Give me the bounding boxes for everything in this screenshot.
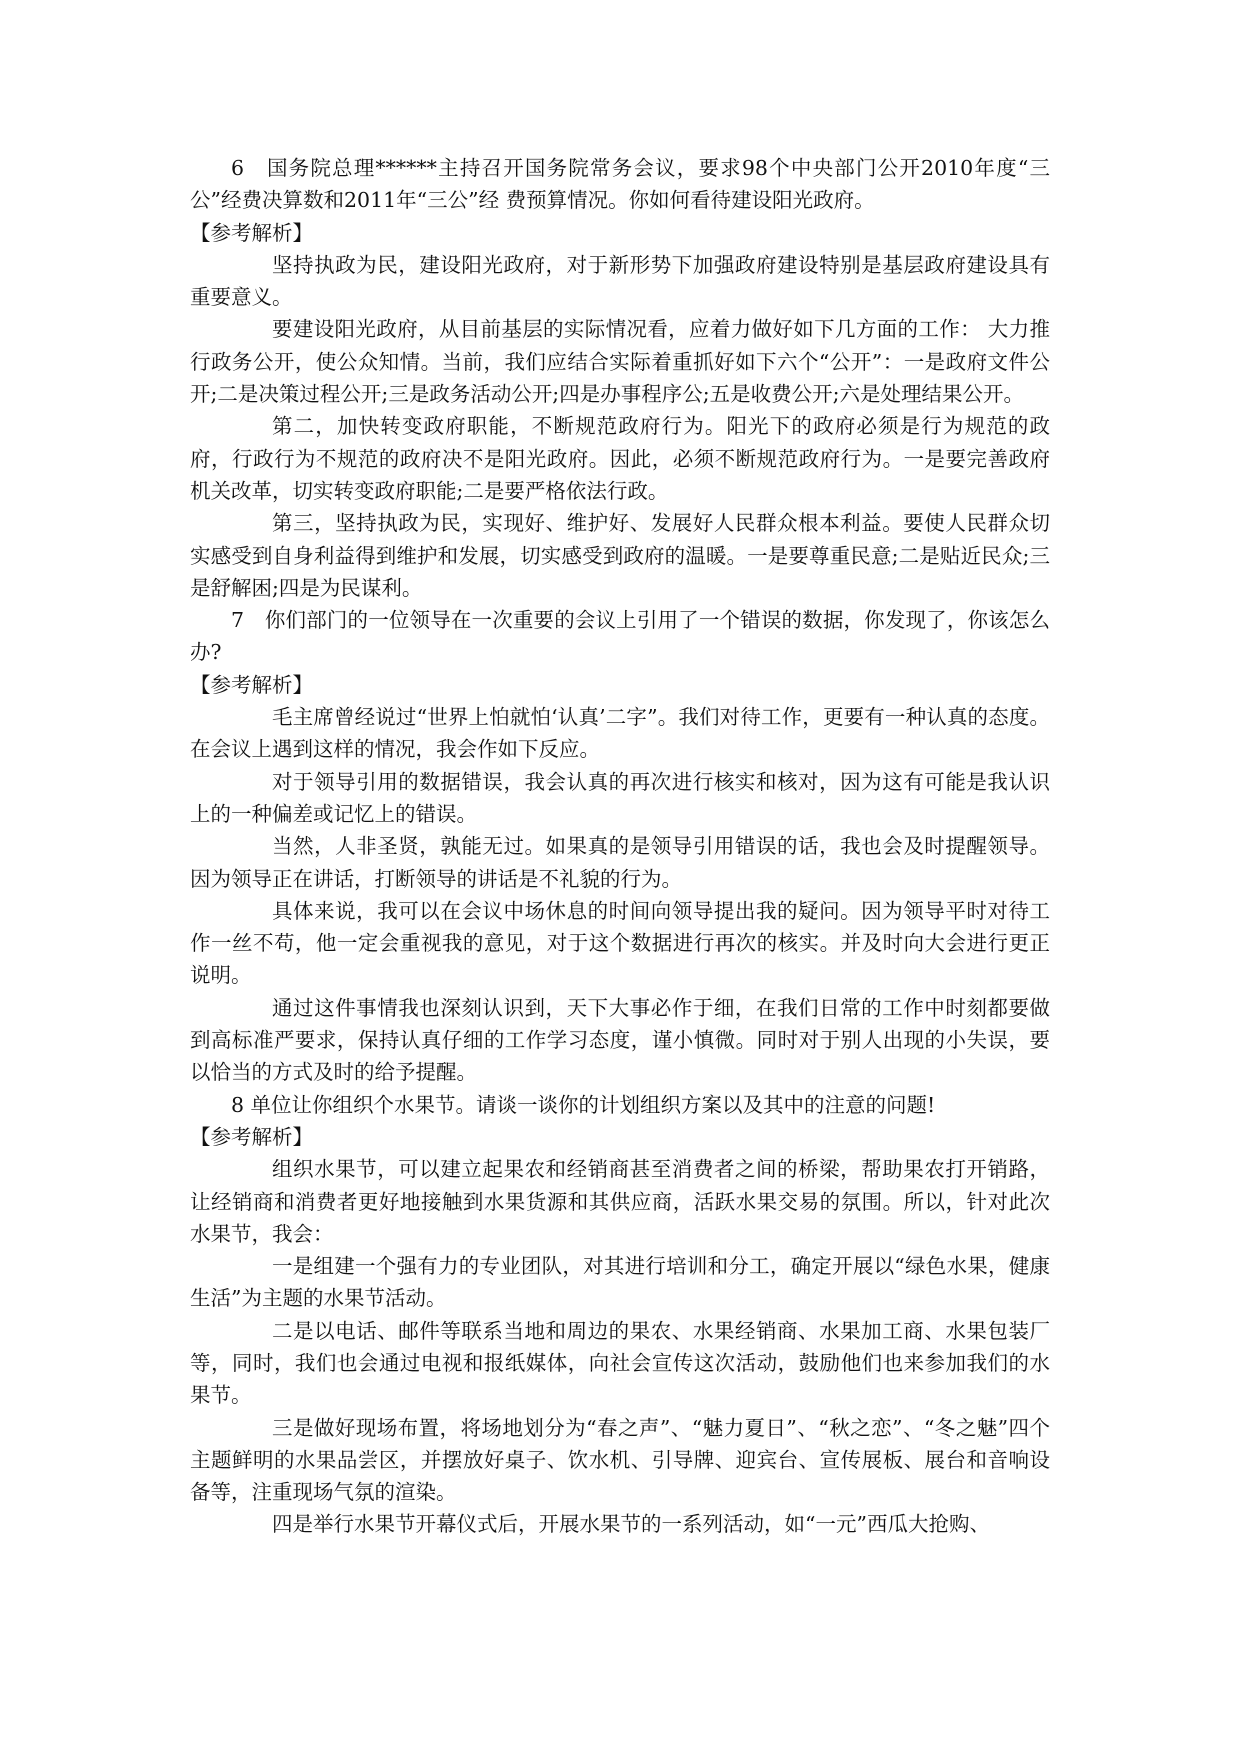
- question-7: 7 你们部门的一位领导在一次重要的会议上引用了一个错误的数据，你发现了，你该怎么办?: [190, 608, 1050, 665]
- answer-paragraph: 四是举行水果节开幕仪式后，开展水果节的一系列活动，如“一元”西瓜大抢购、: [272, 1512, 990, 1537]
- answer-paragraph: 要建设阳光政府，从目前基层的实际情况看，应着力做好如下几方面的工作： 大力推行政务公开，使公众知情。当前，我们应结合实际着重抓好如下六个“公开”：一是政府文件公开;二是决策过程公开;三是政务活动公开;四是办事程序公;五是收费公开;六是处理结果公开。: [190, 317, 1050, 407]
- question-8: 8 单位让你组织个水果节。请谈一谈你的计划组织方案以及其中的注意的问题!: [231, 1092, 936, 1117]
- answer-paragraph: 三是做好现场布置，将场地划分为“春之声”、“魅力夏日”、“秋之恋”、“冬之魅”四个主题鲜明的水果品尝区，并摆放好桌子、饮水机、引导牌、迎宾台、宣传展板、展台和音响设备等，注重现场气氛的渲染。: [190, 1415, 1050, 1505]
- answer-paragraph: 对于领导引用的数据错误，我会认真的再次进行核实和核对，因为这有可能是我认识上的一种偏差或记忆上的错误。: [190, 769, 1050, 826]
- answer-paragraph: 具体来说，我可以在会议中场休息的时间向领导提出我的疑问。因为领导平时对待工作一丝不苟，他一定会重视我的意见，对于这个数据进行再次的核实。并及时向大会进行更正说明。: [190, 898, 1050, 988]
- answer-paragraph: 当然，人非圣贤，孰能无过。如果真的是领导引用错误的话，我也会及时提醒领导。因为领导正在讲话，打断领导的讲话是不礼貌的行为。: [190, 834, 1050, 891]
- answer-paragraph: 坚持执政为民，建设阳光政府，对于新形势下加强政府建设特别是基层政府建设具有重要意义。: [190, 252, 1050, 310]
- answer-paragraph: 第二，加快转变政府职能，不断规范政府行为。阳光下的政府必须是行为规范的政府，行政行为不规范的政府决不是阳光政府。因此，必须不断规范政府行为。一是要完善政府机关改革，切实转变政府职能;二是要严格依法行政。: [190, 414, 1050, 503]
- reference-heading: 【参考解析】: [190, 220, 313, 245]
- answer-paragraph: 组织水果节，可以建立起果农和经销商甚至消费者之间的桥梁，帮助果农打开销路，让经销商和消费者更好地接触到水果货源和其供应商，活跃水果交易的氛围。所以，针对此次水果节，我会：: [190, 1157, 1050, 1246]
- answer-paragraph: 一是组建一个强有力的专业团队，对其进行培训和分工，确定开展以“绿色水果，健康生活”为主题的水果节活动。: [190, 1254, 1050, 1311]
- answer-paragraph: 通过这件事情我也深刻认识到，天下大事必作于细，在我们日常的工作中时刻都要做到高标准严要求，保持认真仔细的工作学习态度，谨小慎微。同时对于别人出现的小失误，要以恰当的方式及时的给予提醒。: [190, 995, 1050, 1085]
- reference-heading: 【参考解析】: [190, 1124, 313, 1149]
- answer-paragraph: 毛主席曾经说过“世界上怕就怕‘认真’二字”。我们对待工作，更要有一种认真的态度。在会议上遇到这样的情况，我会作如下反应。: [190, 705, 1050, 762]
- answer-paragraph: 第三，坚持执政为民，实现好、维护好、发展好人民群众根本利益。要使人民群众切实感受到自身利益得到维护和发展，切实感受到政府的温暖。一是要尊重民意;二是贴近民众;三是舒解困;四是为民谋利。: [190, 511, 1050, 600]
- question-6: 6 国务院总理******主持召开国务院常务会议，要求98个中央部门公开2010年度“三公”经费决算数和2011年“三公”经 费预算情况。你如何看待建设阳光政府。: [190, 156, 1050, 213]
- document-body: [190, 152, 1050, 1541]
- answer-paragraph: 二是以电话、邮件等联系当地和周边的果农、水果经销商、水果加工商、水果包装厂等，同时，我们也会通过电视和报纸媒体，向社会宣传这次活动，鼓励他们也来参加我们的水果节。: [190, 1318, 1050, 1408]
- reference-heading: 【参考解析】: [190, 672, 313, 697]
